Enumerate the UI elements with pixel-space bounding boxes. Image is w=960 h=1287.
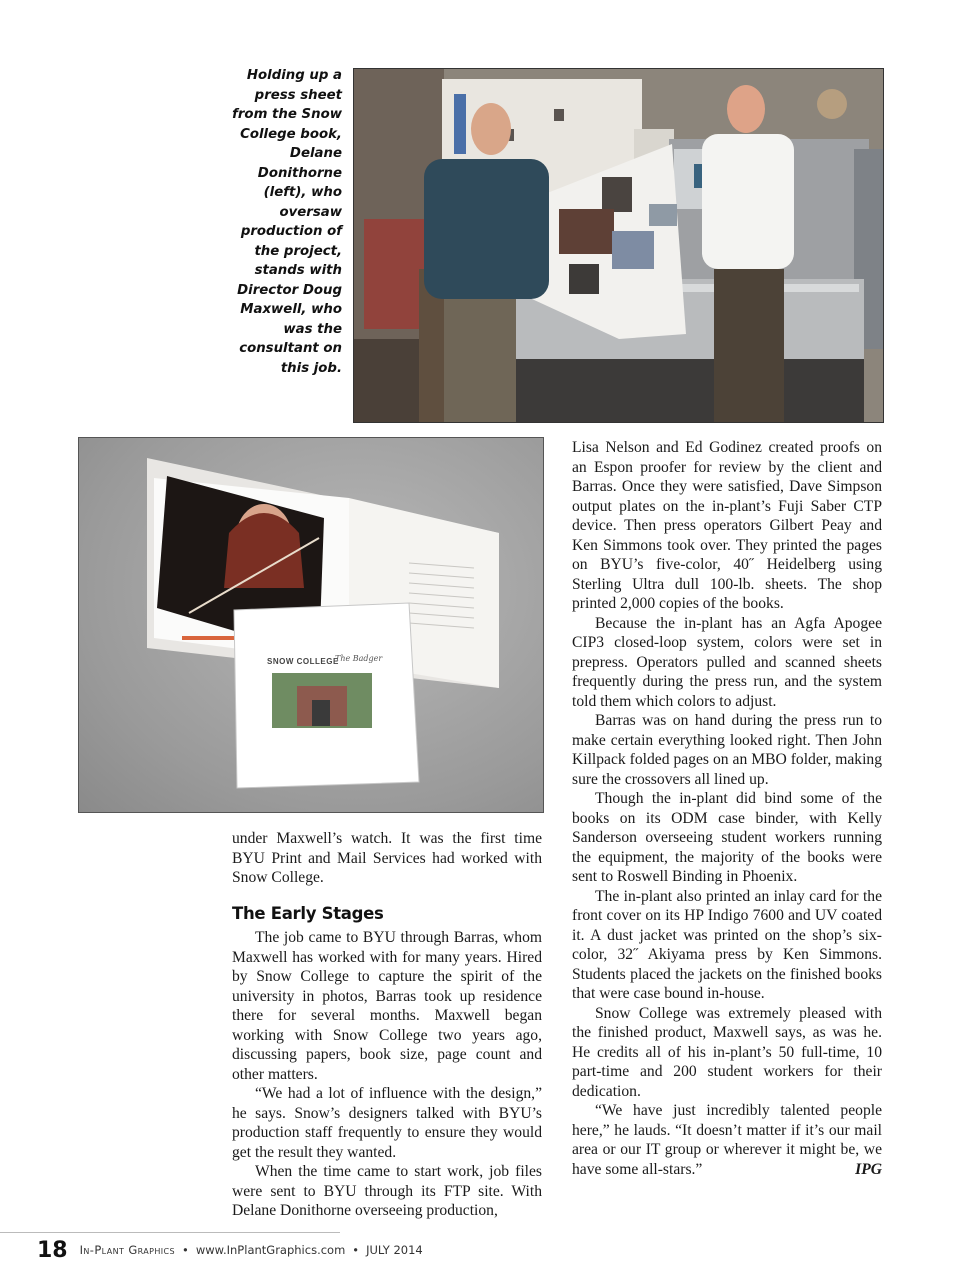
book-layout-illustration — [79, 438, 543, 812]
right-column — [572, 438, 882, 1179]
footer-separator: • — [352, 1243, 360, 1257]
paragraph: “We had a lot of influence with the design,” he says. Snow’s designers talked with BYU’s production staff frequently to ensure they would get the result they wanted. — [232, 1085, 542, 1161]
signature: IPG — [855, 1160, 882, 1178]
book-cover-title: SNOW COLLEGE — [267, 657, 339, 666]
books-photo — [78, 437, 544, 813]
footer-separator: • — [182, 1243, 189, 1257]
footer-url: www.InPlantGraphics.com — [195, 1243, 346, 1257]
left-column-top — [232, 829, 542, 888]
left-column — [232, 928, 542, 1221]
paragraph: When the time came to start work, job files were sent to BYU through its FTP site. With Delane Donithorne overseeing production, — [232, 1163, 542, 1219]
press-room-illustration — [354, 69, 883, 422]
page-footer — [37, 1236, 423, 1264]
page-number: 18 — [37, 1237, 68, 1263]
paragraph: Barras was on hand during the press run to make certain everything looked right. Then John Killpack folded pages on an MBO folder, making sure the crossovers all lined up. — [572, 712, 882, 788]
paragraph: The job came to BYU through Barras, whom Maxwell has worked with for many years. Hired by Snow College to capture the spirit of the university in photos, Barras took up residence there for several months. Maxwell began working with Snow College two years ago, discussing papers, book size, page count and other matters. — [232, 929, 542, 1083]
paragraph: Though the in-plant did bind some of the books on its ODM case binder, with Kelly Sanderson overseeing student workers running the equipment, the majority of the books were sent to Roswell Binding in Phoenix. — [572, 790, 882, 885]
photo-caption: Holding up a press sheet from the Snow College book, Delane Donithorne (left), who oversaw production of the project, stands with Director Doug Maxwell, who was the consultant on this job. — [232, 68, 342, 376]
paragraph: Because the in-plant has an Agfa Apogee CIP3 closed-loop system, colors were set in prepress. Operators pulled and scanned sheets frequently during the press run, and the system told them which colors to adjust. — [572, 614, 882, 710]
press-room-photo — [353, 68, 884, 423]
book-cover-script: The Badger — [335, 654, 383, 663]
footer-rule — [0, 1232, 340, 1233]
paragraph-text: “We have just incredibly talented people here,” he lauds. “It doesn’t matter if it’s our mail area or our IT group or wherever it might be, we have some all-stars.” — [572, 1102, 882, 1178]
last-paragraph — [572, 1101, 882, 1179]
paragraph: The in-plant also printed an inlay card for the front cover on its HP Indigo 7600 and UV coated it. A dust jacket was printed on the shop’s six-color, 32˝ Akiyama press by Ken Simmons. Students placed the jackets on the finished books that were case bound in-house. — [572, 887, 882, 1002]
publication-name: In-Plant Graphics — [79, 1243, 176, 1257]
paragraph: Snow College was extremely pleased with the finished product, Maxwell says, as was he. He credits all of his in-plant’s 50 full-time, 10 part-time and 200 student workers for their dedication. — [572, 1004, 882, 1100]
footer-date: JULY 2014 — [366, 1243, 423, 1257]
paragraph: under Maxwell’s watch. It was the first time BYU Print and Mail Services had worked with Snow College. — [232, 830, 542, 886]
paragraph: Lisa Nelson and Ed Godinez created proofs on an Espon proofer for review by the client and Barras. Once they were satisfied, Dave Simpson output plates on the in-plant’s Fuji Saber CTP device. Then press operators Gilbert Peay and Ken Simmons took over. They printed the pages on BYU’s five-color, 40˝ Heidelberg using Sterling Ultra dull 100-lb. sheets. The shop printed 2,000 copies of the books. — [572, 439, 882, 612]
section-heading: The Early Stages — [232, 904, 384, 923]
